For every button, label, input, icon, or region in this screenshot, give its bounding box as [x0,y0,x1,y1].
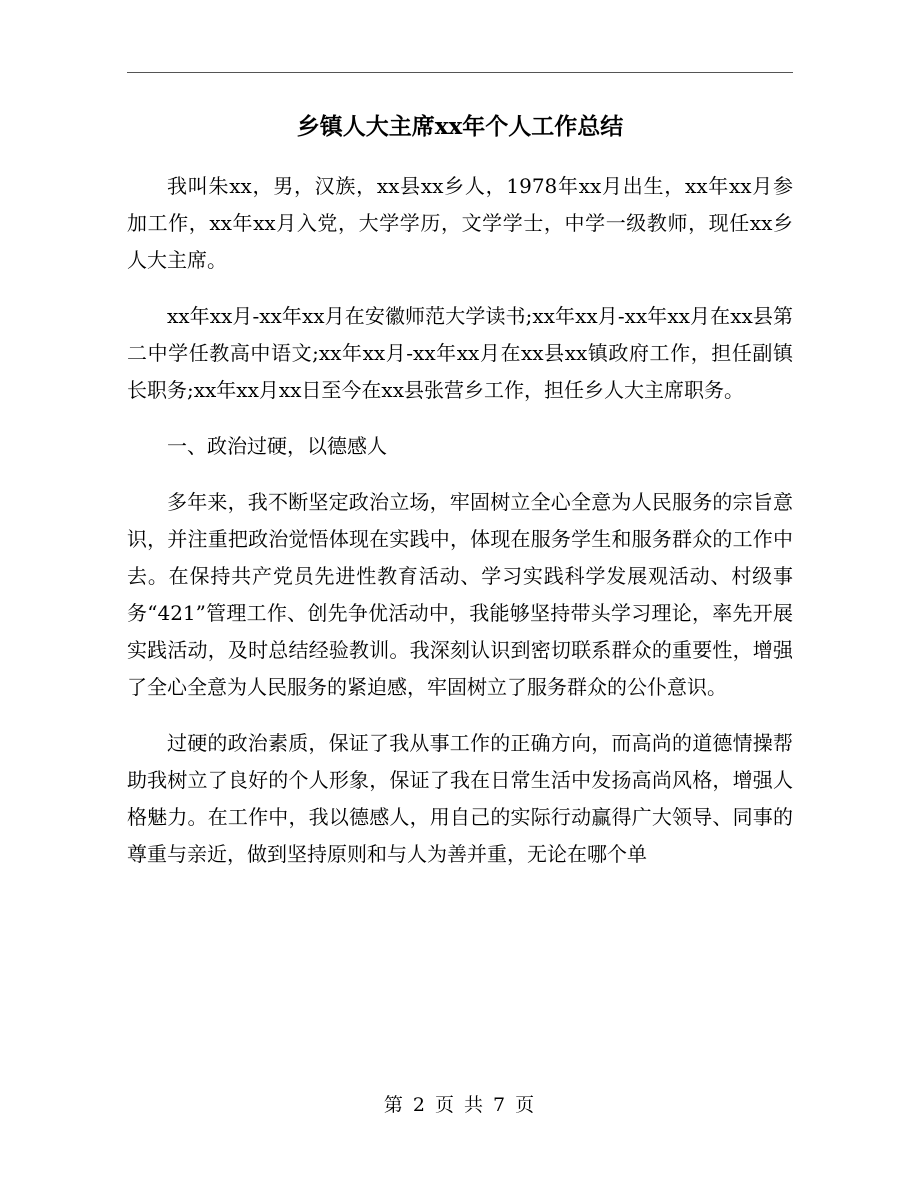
document-title: 乡镇人大主席xx年个人工作总结 [296,113,624,140]
paragraph-personal-info: 我叫朱xx，男，汉族，xx县xx乡人，1978年xx月出生，xx年xx月参加工作，xx年xx月入党，大学学历，文学学士，中学一级教师，现任xx乡人大主席。 [127,174,793,272]
page-number: 第 2 页 共 7 页 [383,1094,537,1116]
paragraph-moral-character: 过硬的政治素质，保证了我从事工作的正确方向，而高尚的道德情操帮助我树立了良好的个人形象，保证了我在日常生活中发扬高尚风格，增强人格魅力。在工作中，我以德感人，用自己的实际行动赢得广大领导、同事的尊重与亲近，做到坚持原则和与人为善并重，无论在哪个单 [127,731,793,866]
section-heading-political: 一、政治过硬，以德感人 [167,434,387,458]
document-body [127,168,793,892]
paragraph-political-stance: 多年来，我不断坚定政治立场，牢固树立全心全意为人民服务的宗旨意识，并注重把政治觉悟体现在实践中，体现在服务学生和服务群众的工作中去。在保持共产党员先进性教育活动、学习实践科学发展观活动、村级事务“421”管理工作、创先争优活动中，我能够坚持带头学习理论，率先开展实践活动，及时总结经验教训。我深刻认识到密切联系群众的重要性，增强了全心全意为人民服务的紧迫感，牢固树立了服务群众的公仆意识。 [127,490,793,699]
header-rule [127,72,793,73]
paragraph-work-history: xx年xx月-xx年xx月在安徽师范大学读书;xx年xx月-xx年xx月在xx县第二中学任教高中语文;xx年xx月-xx年xx月在xx县xx镇政府工作，担任副镇长职务;xx年xx月xx日至今在xx县张营乡工作，担任乡人大主席职务。 [127,304,793,402]
